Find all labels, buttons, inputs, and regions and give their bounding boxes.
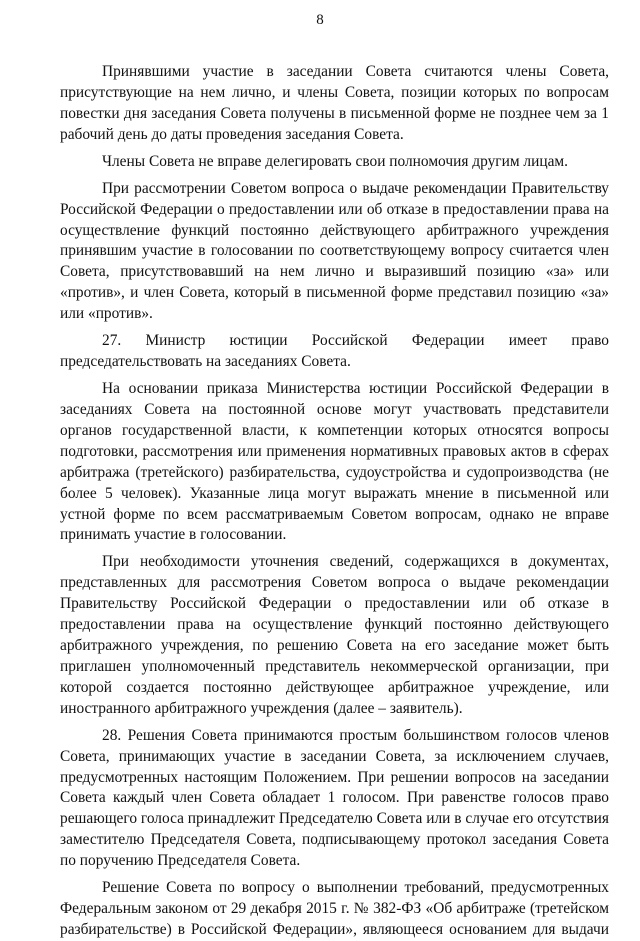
- paragraph-participation: Принявшими участие в заседании Совета считаются члены Совета, присутствующие на нем лично, и члены Совета, позиции которых по вопросам повестки дня заседания Совета получены в письменной форме не позднее чем за 1 рабочий день до даты проведения заседания Совета.: [60, 63, 609, 143]
- paragraph-recommendation-vote: При рассмотрении Советом вопроса о выдаче рекомендации Правительству Российской Федерации о предоставлении или об отказе в предоставлении права на осуществление функций постоянно действующего арбитражного учреждения принявшим участие в голосовании по соответствующему вопросу считается член Совета, присутствовавший на нем лично и выразивший позицию «за» или «против», и член Совета, который в письменной форме представил позицию «за» или «против».: [60, 179, 609, 323]
- paragraph-applicant-invitation: При необходимости уточнения сведений, содержащихся в документах, представленных для рассмотрения Советом вопроса о выдаче рекомендации Правительству Российской Федерации о предоставлении или об отказе в предоставлении права на осуществление функций постоянно действующего арбитражного учреждения, по решению Совета на его заседание может быть приглашен уполномоченный представитель некоммерческой организации, при которой создается постоянно действующее арбитражное учреждение, или иностранного арбитражного учреждения (далее – заявитель).: [60, 553, 609, 717]
- paragraph-delegation: Члены Совета не вправе делегировать свои полномочия другим лицам.: [102, 152, 568, 170]
- paragraph-government-representatives: На основании приказа Министерства юстиции Российской Федерации в заседаниях Совета на постоянной основе могут участвовать представители органов государственной власти, к компетенции которых относятся вопросы подготовки, рассмотрения или применения нормативных правовых актов в сферах арбитража (третейского) разбирательства, судоустройства и судопроизводства (не более 5 человек). Указанные лица могут выражать мнение в письменной или устной форме по всем рассматриваемым Советом вопросам, однако не вправе принимать участие в голосовании.: [60, 380, 609, 544]
- document-body: [60, 62, 609, 941]
- paragraph-decision-requirements: Решение Совета по вопросу о выполнении требований, предусмотренных Федеральным законом от 29 декабря 2015 г. № 382-ФЗ «Об арбитраже (третейском разбирательстве) в Российской Федерации», являющееся основанием для выдачи: [60, 879, 609, 938]
- page-number: 8: [316, 12, 324, 28]
- paragraph-27-minister: 27. Министр юстиции Российской Федерации имеет право председательствовать на заседаниях Совета.: [60, 332, 609, 371]
- paragraph-28-decisions: 28. Решения Совета принимаются простым большинством голосов членов Совета, принимающих участие в заседании Совета, за исключением случаев, предусмотренных настоящим Положением. При решении вопросов на заседании Совета каждый член Совета обладает 1 голосом. При равенстве голосов право решающего голоса принадлежит Председателю Совета или в случае его отсутствия заместителю Председателя Совета, подписывающему протокол заседания Совета по поручению Председателя Совета.: [60, 726, 609, 870]
